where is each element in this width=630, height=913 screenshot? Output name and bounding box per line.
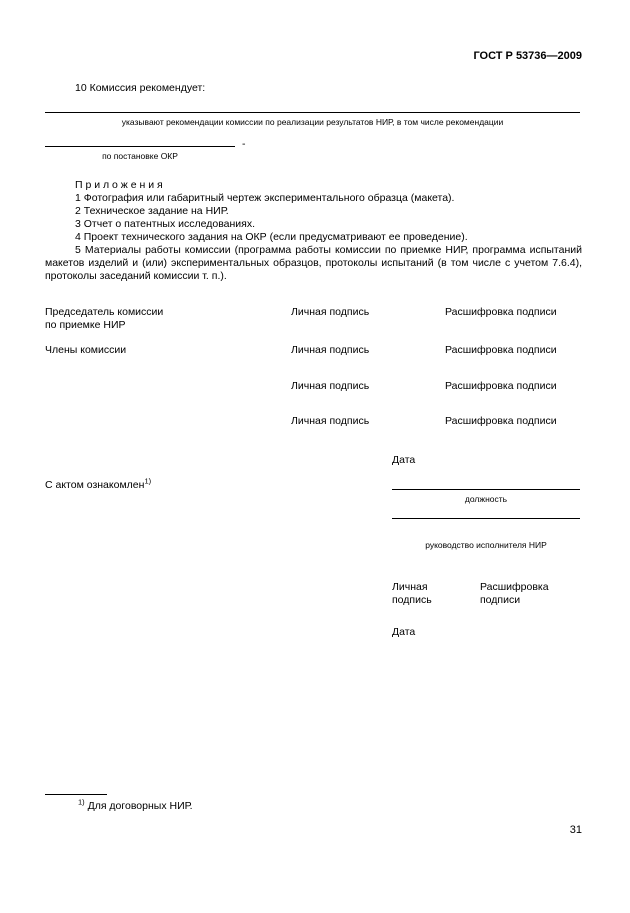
date-label: Дата: [392, 454, 416, 466]
doc-number: ГОСТ Р 53736—2009: [473, 50, 582, 62]
footnote-reference: 1): [144, 476, 152, 486]
transcript-cell: Расшифровка подписи: [445, 415, 557, 427]
transcript-cell: Расшифровка подписи: [445, 344, 557, 356]
signature-cell: Личная подпись: [291, 344, 370, 356]
transcript-label-line-1: Расшифровка: [480, 581, 549, 593]
appendix-item-3: 3 Отчет о патентных исследованиях.: [75, 218, 256, 230]
transcript-label: [480, 581, 549, 607]
signature-cell: Личная подпись: [291, 380, 370, 392]
fill-line-1: [45, 112, 580, 113]
fill-line-2-caption: по постановке ОКР: [102, 151, 178, 161]
signature-label-line-1: Личная: [392, 581, 428, 593]
transcript-cell: Расшифровка подписи: [445, 306, 557, 318]
role-line-2: по приемке НИР: [45, 319, 126, 331]
signature-label-line-2: подпись: [392, 594, 432, 606]
appendices-section: [45, 179, 582, 283]
transcript-cell: Расшифровка подписи: [445, 380, 557, 392]
footnote: [78, 797, 193, 813]
role-line-1: Члены комиссии: [45, 344, 127, 356]
position-fill-line: [392, 489, 580, 490]
appendices-title: П р и л о ж е н и я: [75, 179, 163, 191]
fill-line-2-suffix: -: [242, 138, 246, 150]
footnote-divider: [45, 794, 107, 795]
appendix-item-5: 5 Материалы работы комиссии (программа работы комиссии по приемке НИР, программа испытаний макетов изделий и (или) экспериментальных образцов, протоколы испытаний (в том числе с учетом 7.6.4), протоколы заседаний комиссии т. п.).: [45, 244, 582, 282]
footnote-text: Для договорных НИР.: [87, 800, 193, 812]
signature-row-role: [45, 306, 285, 332]
acknowledgment-label: [45, 476, 152, 492]
signature-row-role: [45, 344, 285, 357]
date-label-lower: Дата: [392, 626, 416, 638]
transcript-label-line-2: подписи: [480, 594, 521, 606]
section-10-heading: 10 Комиссия рекомендует:: [75, 82, 206, 94]
acknowledgment-text: С актом ознакомлен: [45, 479, 145, 491]
page-number: 31: [569, 824, 582, 836]
role-line-1: Председатель комиссии: [45, 306, 164, 318]
head-caption: руководство исполнителя НИР: [425, 540, 547, 550]
personal-signature-label: [392, 581, 432, 607]
signature-cell: Личная подпись: [291, 306, 370, 318]
head-fill-line: [392, 518, 580, 519]
fill-line-2: [45, 146, 235, 147]
appendix-item-4: 4 Проект технического задания на ОКР (если предусматривают ее проведение).: [75, 231, 468, 243]
position-caption: должность: [464, 494, 508, 504]
appendix-item-2: 2 Техническое задание на НИР.: [75, 205, 229, 217]
footnote-marker: 1): [78, 797, 85, 807]
signature-cell: Личная подпись: [291, 415, 370, 427]
appendix-item-1: 1 Фотография или габаритный чертеж экспериментального образца (макета).: [75, 192, 455, 204]
fill-line-1-caption: указывают рекомендации комиссии по реализации результатов НИР, в том числе рекомендации: [121, 117, 504, 127]
